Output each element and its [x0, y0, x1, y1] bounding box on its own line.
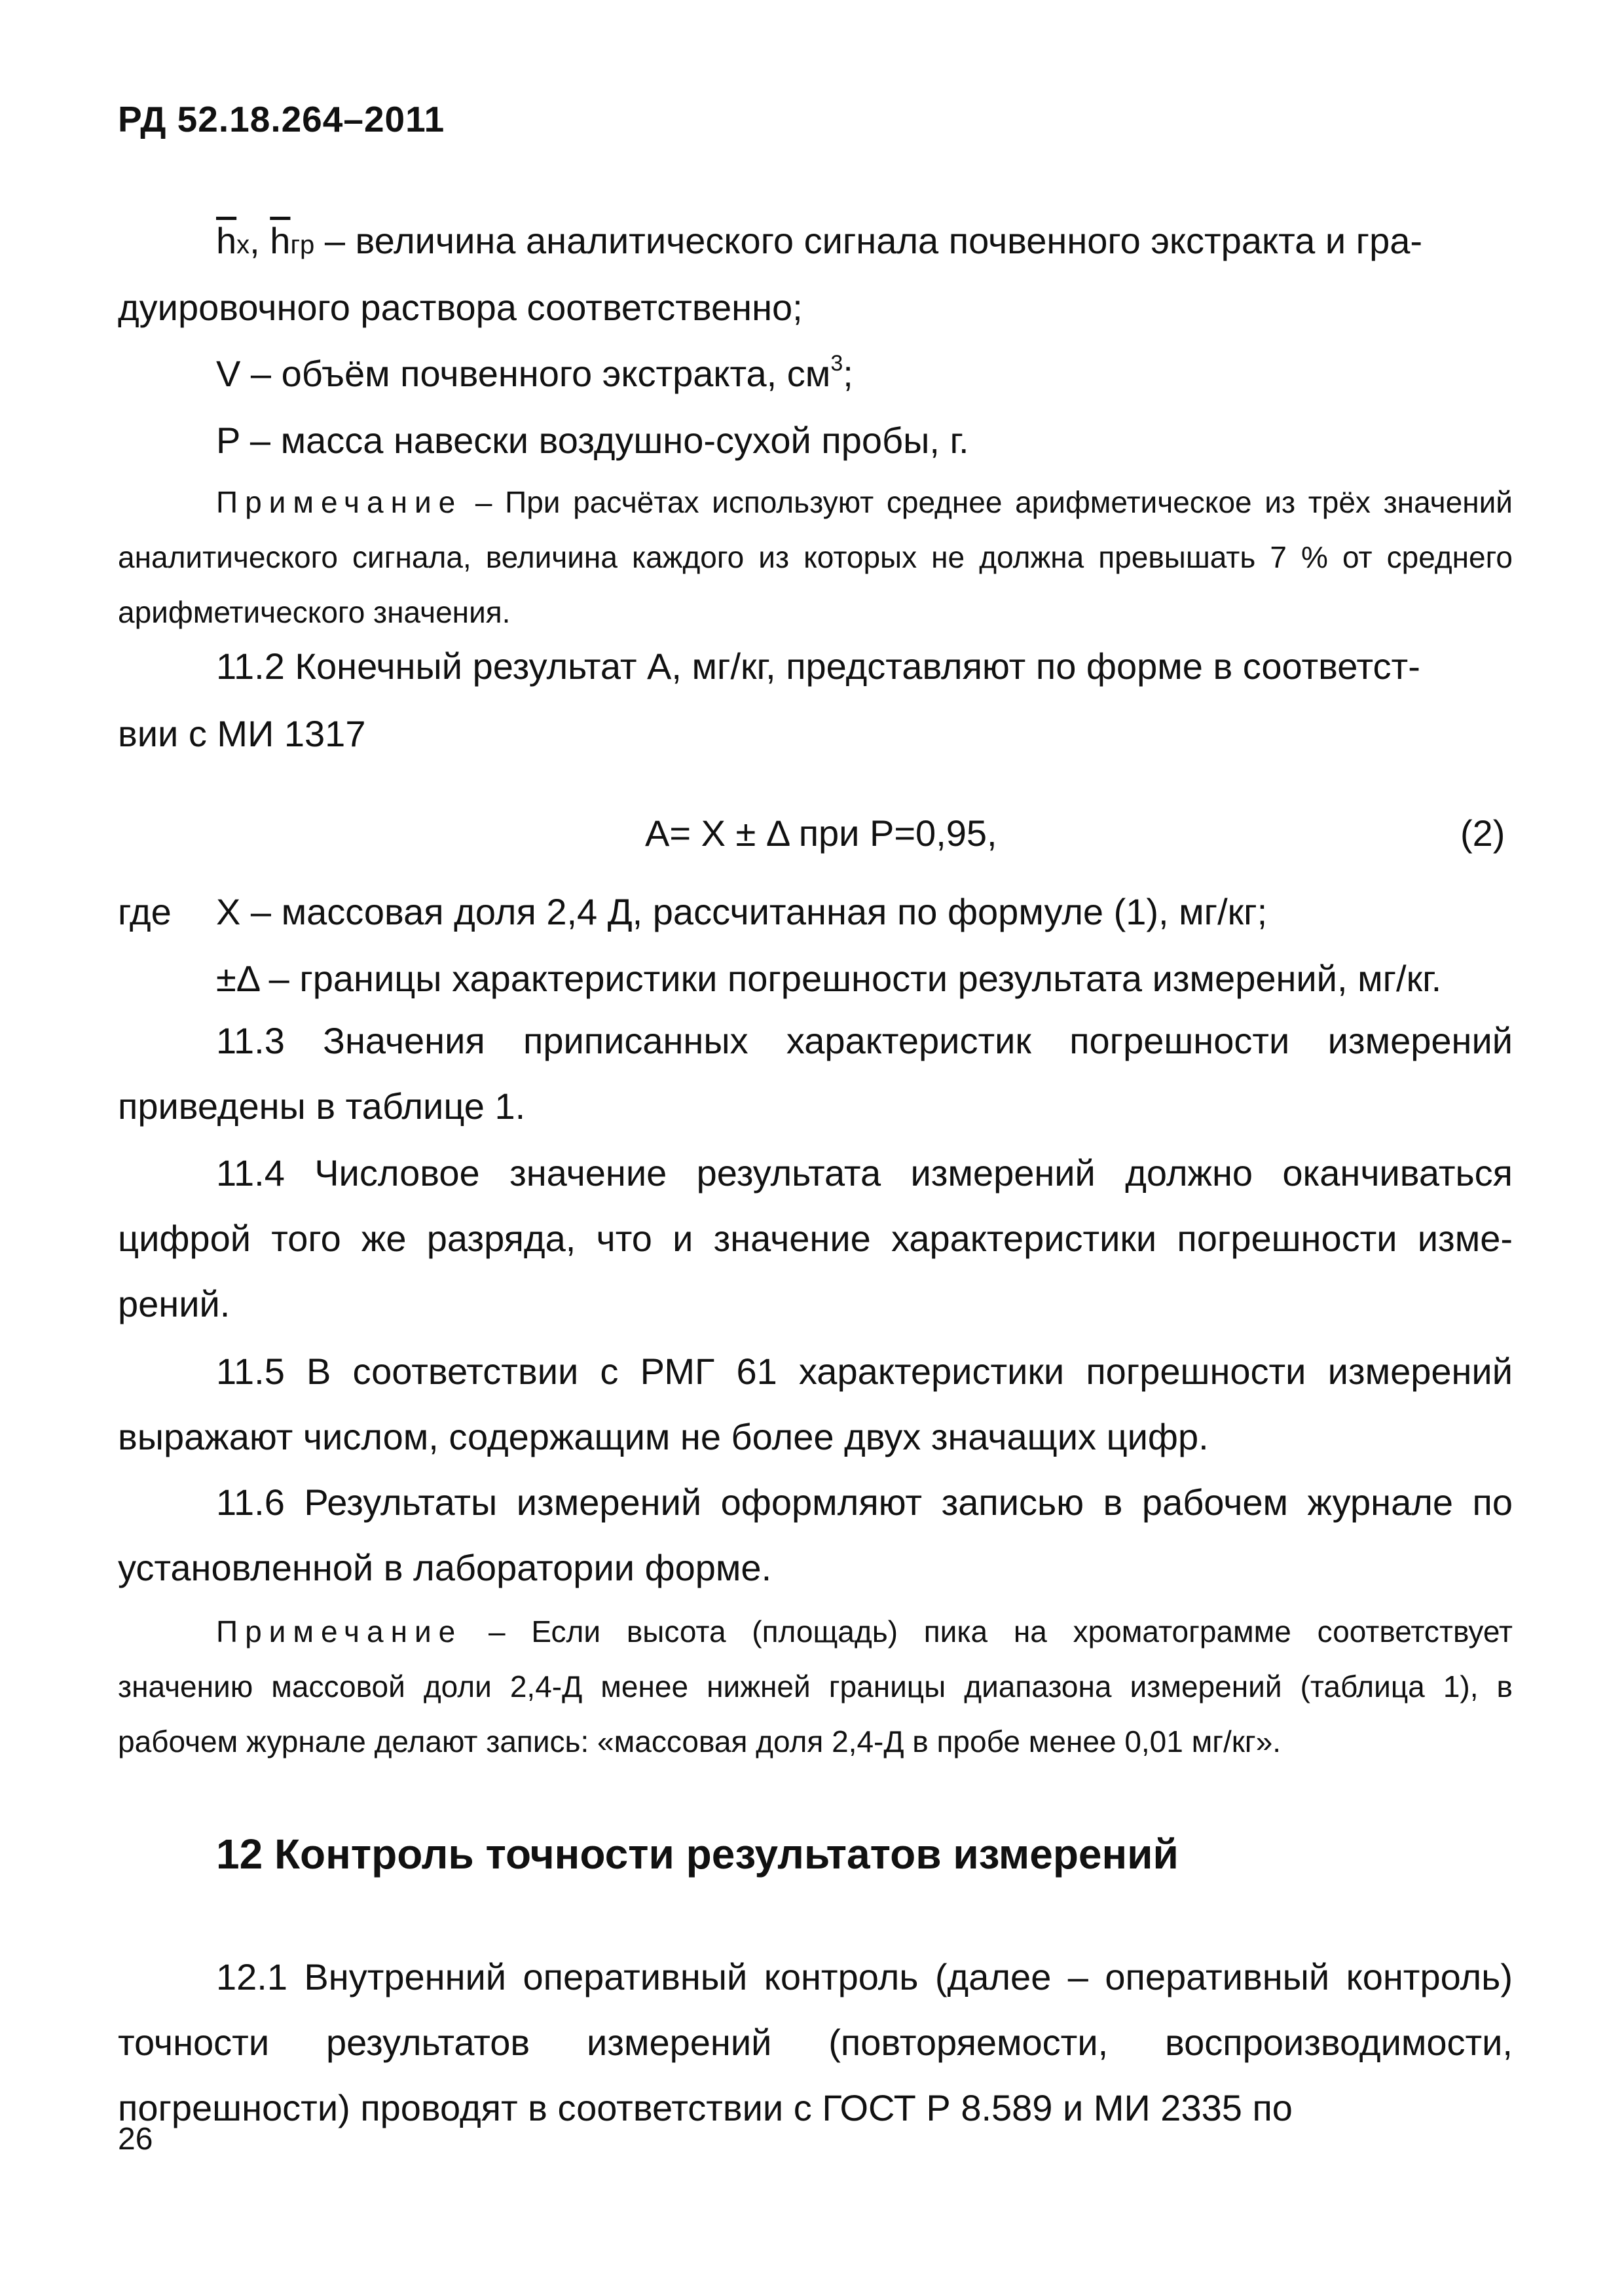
v-tail: ;: [843, 353, 853, 394]
note-1: [118, 475, 1513, 640]
section-11-4-text: 11.4 Числовое значение результата измерений должно оканчиваться цифрой того же разряда, что и значение характеристики погрешности изме-рений.: [118, 1152, 1513, 1324]
section-11-6: [118, 1470, 1513, 1601]
h-definition-line-1: [216, 219, 1422, 262]
h-gr-subscript: гр: [290, 230, 315, 259]
section-11-5-text: 11.5 В соответствии с РМГ 61 характеристики погрешности измерений выражают числом, содержащим не более двух значащих цифр.: [118, 1351, 1513, 1457]
note-2-label: Примечание: [216, 1614, 463, 1649]
note-1-label: Примечание: [216, 485, 463, 519]
section-11-6-text: 11.6 Результаты измерений оформляют записью в рабочем журнале по установленной в лаборатории форме.: [118, 1482, 1513, 1588]
h-x-symbol: $\overline{h}$: [216, 220, 237, 261]
section-11-4: [118, 1140, 1513, 1337]
formula-number: (2): [1460, 812, 1505, 854]
v-definition-text: V – объём почвенного экстракта, см: [216, 353, 831, 394]
section-11-2-line-2: вии с МИ 1317: [118, 713, 366, 754]
section-11-5: [118, 1339, 1513, 1470]
note-2: [118, 1604, 1513, 1769]
where-delta-definition: ±Δ – границы характеристики погрешности результата измерений, мг/кг.: [216, 958, 1442, 999]
h-x-subscript: x: [236, 230, 250, 259]
h-definition-line-2: дуировочного раствора соответственно;: [118, 287, 803, 328]
v-superscript: 3: [830, 351, 843, 376]
h-gr-symbol: $\overline{h}$: [270, 220, 291, 261]
document-code: РД 52.18.264–2011: [118, 99, 445, 139]
where-label: где: [118, 891, 172, 932]
section-11-3-text: 11.3 Значения приписанных характеристик погрешности измерений приведены в таблице 1.: [118, 1020, 1513, 1127]
section-12-1: [118, 1944, 1513, 2141]
where-x-definition: Х – массовая доля 2,4 Д, рассчитанная по формуле (1), мг/кг;: [216, 891, 1268, 932]
section-12-heading: 12 Контроль точности результатов измерений: [216, 1831, 1179, 1878]
page-number: 26: [118, 2122, 153, 2157]
note-1-text: – При расчётах используют среднее арифметическое из трёх значений аналитического сигнала, величина каждого из которых не должна превышать 7 % от среднего арифметического значения.: [118, 485, 1513, 629]
separator: ,: [249, 220, 260, 261]
p-definition: P – масса навески воздушно-сухой пробы, г.: [216, 420, 969, 461]
section-12-1-text: 12.1 Внутренний оперативный контроль (далее – оперативный контроль) точности результатов измерений (повторяемости, воспроизводимости, погрешности) проводят в соответствии с ГОСТ Р 8.589 и МИ 2335 по: [118, 1956, 1513, 2128]
section-11-3: [118, 1008, 1513, 1139]
note-2-text: – Если высота (площадь) пика на хроматограмме соответствует значению массовой доли 2,4-Д менее нижней границы диапазона измерений (таблица 1), в рабочем журнале делают запись: «массовая доля 2,4-Д в пробе менее 0,01 мг/кг».: [118, 1614, 1513, 1758]
h-definition-text: – величина аналитического сигнала почвенного экстракта и гра-: [324, 220, 1423, 261]
formula-expression: А= Х ± Δ при Р=0,95,: [645, 812, 997, 854]
v-definition: [216, 352, 853, 395]
section-11-2-line-1: 11.2 Конечный результат А, мг/кг, представляют по форме в соответст-: [216, 646, 1420, 687]
